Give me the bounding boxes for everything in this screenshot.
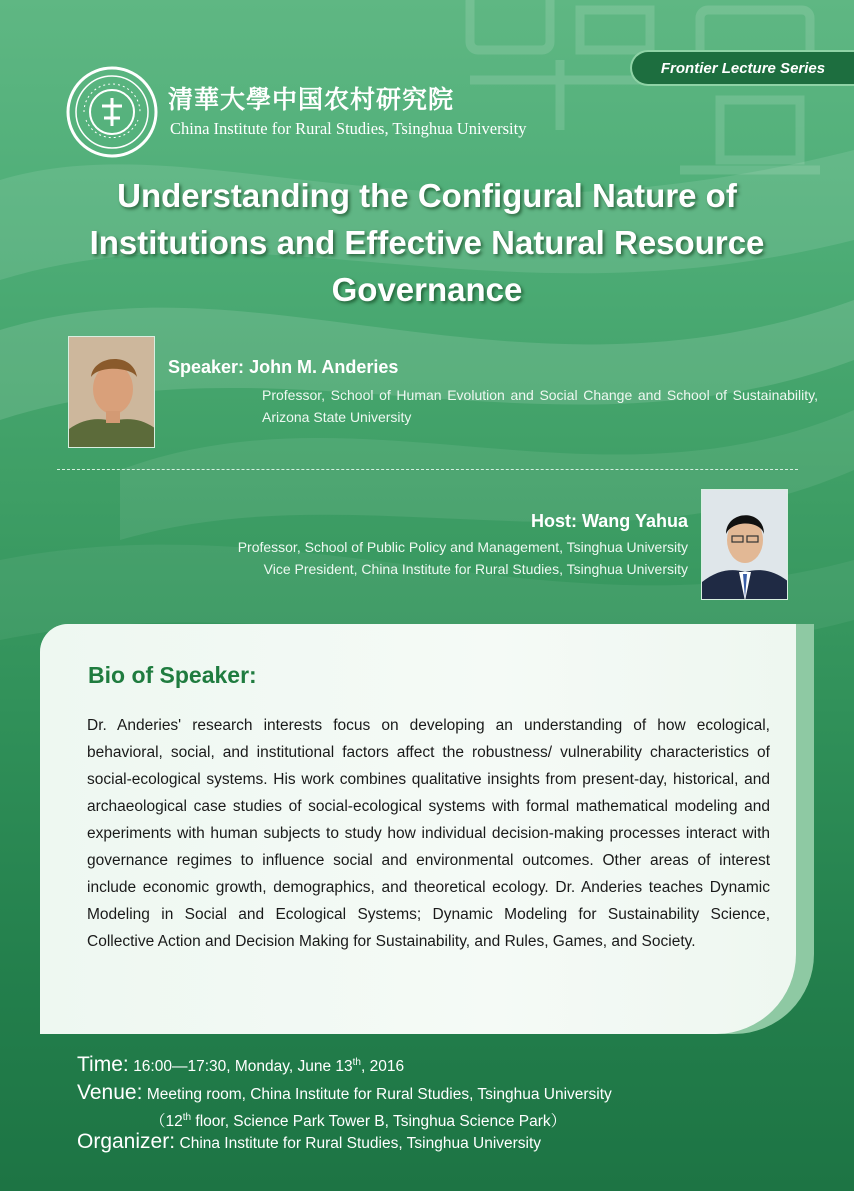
speaker-heading [168, 357, 398, 378]
organizer-label: Organizer: [77, 1130, 176, 1153]
org-name-english: China Institute for Rural Studies, Tsinghua University [170, 119, 527, 138]
host-name: Wang Yahua [581, 511, 688, 531]
speaker-label: Speaker: [168, 357, 245, 377]
venue-label: Venue: [77, 1081, 143, 1104]
series-tag: Frontier Lecture Series [630, 50, 854, 86]
lecture-title: Understanding the Configural Nature of Institutions and Effective Natural Resource Governance [89, 177, 765, 308]
venue-detail: （12th floor, Science Park Tower B, Tsinghua Science Park） [150, 1111, 567, 1130]
host-heading [531, 511, 688, 532]
organizer-row [77, 1130, 541, 1154]
venue-value: Meeting room, China Institute for Rural Studies, Tsinghua University [146, 1086, 612, 1103]
venue-row [77, 1081, 612, 1105]
speaker-affiliation: Professor, School of Human Evolution and Social Change and School of Sustainability, Arizona State University [262, 387, 818, 425]
host-affiliation [88, 536, 688, 580]
host-affiliation-1: Professor, School of Public Policy and Management, Tsinghua University [237, 539, 688, 555]
bio-title: Bio of Speaker: [88, 662, 257, 688]
speaker-photo [68, 336, 155, 448]
host-photo [701, 489, 788, 600]
time-label: Time: [77, 1053, 129, 1076]
speaker-name: John M. Anderies [249, 357, 399, 377]
section-divider [57, 469, 798, 470]
host-affiliation-2: Vice President, China Institute for Rural Studies, Tsinghua University [263, 561, 688, 577]
tsinghua-seal-logo [66, 66, 158, 158]
organizer-value: China Institute for Rural Studies, Tsinghua University [179, 1135, 542, 1152]
host-label: Host: [530, 511, 577, 531]
time-value: 16:00—17:30, Monday, June 13th, 2016 [133, 1056, 405, 1075]
time-row [77, 1053, 404, 1077]
bio-text: Dr. Anderies' research interests focus on developing an understanding of how ecological, behavioral, social, and institutional factors affect the robustness/ vulnerability characteristics of social-ecological systems. His work combines qualitative insights from present-day, historical, and archaeological case studies of social-ecological systems with formal mathematical modeling and experiments with human subjects to study how individual decision-making processes interact with governance regimes to influence social and environmental outcomes. Other areas of interest include economic growth, demographics, and theoretical ecology. Dr. Anderies teaches Dynamic Modeling in Social and Ecological Systems; Dynamic Modeling for Sustainability Science, Collective Action and Decision Making for Sustainability, and Rules, Games, and Society. [87, 717, 770, 950]
org-name-chinese: 清華大學中国农村研究院 [168, 85, 455, 114]
